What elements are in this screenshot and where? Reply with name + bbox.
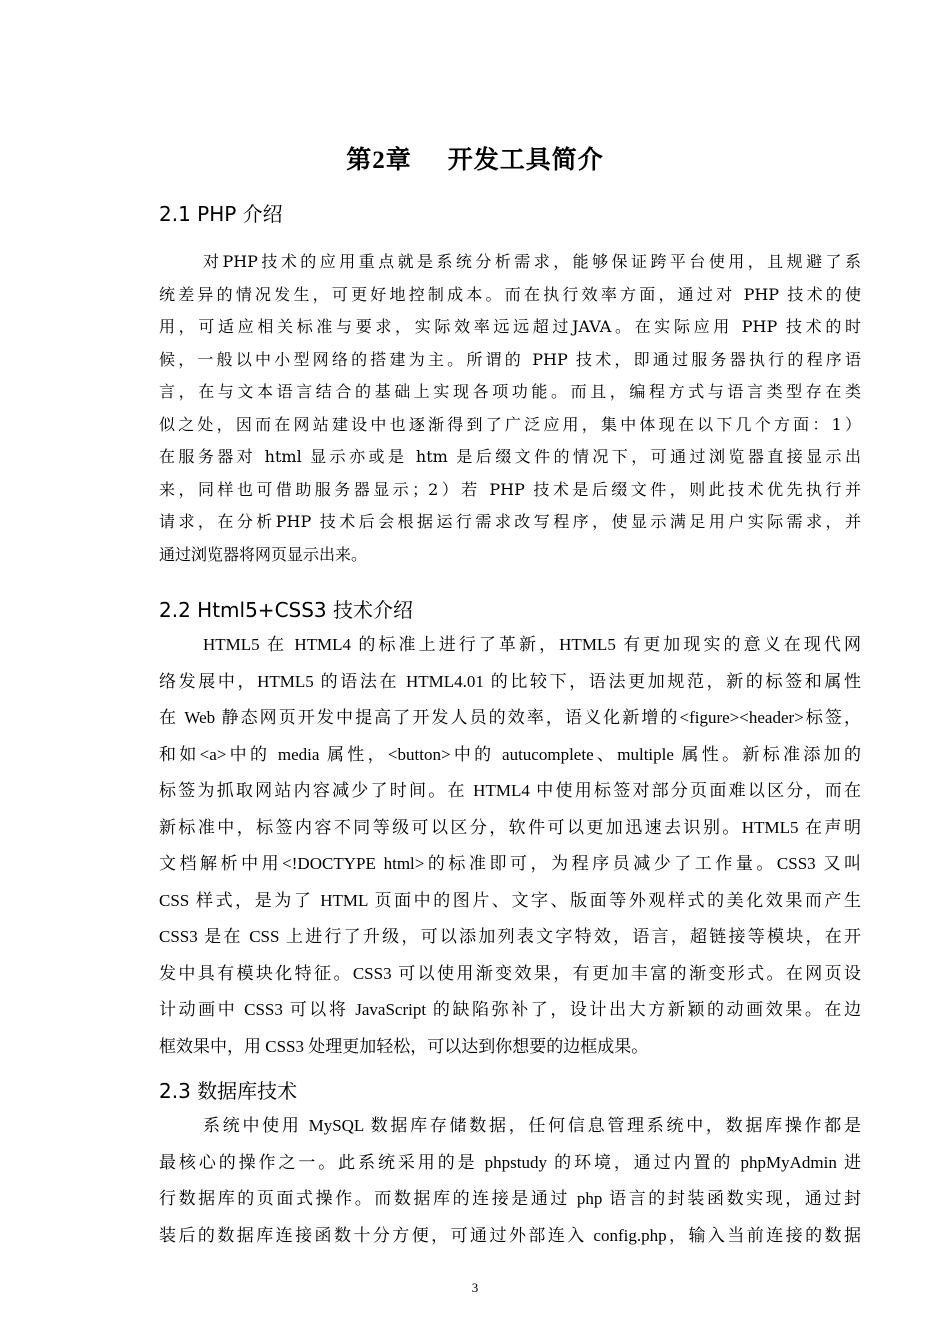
text-line: 请求，在分析PHP 技术后会根据运行需求改写程序，使显示满足用户实际需求，并 (159, 512, 861, 531)
text-line: 行数据库的页面式操作。而数据库的连接是通过 php 语言的封装函数实现，通过封 (159, 1189, 861, 1208)
section-heading-2-3: 2.3 数据库技术 (159, 1079, 298, 1103)
chapter-title (0, 140, 950, 176)
text-line: 络发展中，HTML5 的语法在 HTML4.01 的比较下，语法更加规范，新的标签和属性 (159, 671, 861, 691)
section-body-2-1 (159, 246, 861, 571)
text-line: 统差异的情况发生，可更好地控制成本。而在执行效率方面，通过对 PHP 技术的使 (159, 284, 861, 304)
text-line: 来，同样也可借助服务器显示；2）若 PHP 技术是后缀文件，则此技术优先执行并 (159, 479, 861, 499)
text-line: 对PHP技术的应用重点就是系统分析需求，能够保证跨平台使用，且规避了系 (203, 252, 861, 271)
text-line: HTML5 在 HTML4 的标准上进行了革新，HTML5 有更加现实的意义在现代网 (203, 635, 861, 654)
text-line: 文档解析中用<!DOCTYPE html>的标准即可，为程序员减少了工作量。CSS3 又叫 (159, 854, 861, 873)
text-line: 言，在与文本语言结合的基础上实现各项功能。而且，编程方式与语言类型存在类 (159, 382, 861, 401)
text-line: 通过浏览器将网页显示出来。 (159, 544, 368, 564)
text-line: 发中具有模块化特征。CSS3 可以使用渐变效果，有更加丰富的渐变形式。在网页设 (159, 963, 861, 983)
text-line: 新标准中，标签内容不同等级可以区分，软件可以更加迅速去识别。HTML5 在声明 (159, 817, 861, 837)
text-line: 标签为抓取网站内容减少了时间。在 HTML4 中使用标签对部分页面难以区分，而在 (159, 781, 861, 800)
text-line: 似之处，因而在网站建设中也逐渐得到了广泛应用，集中体现在以下几个方面：1） (159, 414, 861, 434)
section-body-2-2 (159, 627, 861, 1065)
chapter-name: 开发工具简介 (447, 147, 604, 174)
section-heading-2-1: 2.1 PHP 介绍 (159, 202, 283, 226)
text-line: 用，可适应相关标准与要求，实际效率远远超过JAVA。在实际应用 PHP 技术的时 (159, 317, 861, 336)
text-line: 装后的数据库连接函数十分方便，可通过外部连入 config.php，输入当前连接的数据 (159, 1225, 861, 1245)
text-line: 系统中使用 MySQL 数据库存储数据，任何信息管理系统中，数据库操作都是 (203, 1116, 861, 1135)
text-line: 在服务器对 html 显示亦或是 htm 是后缀文件的情况下，可通过浏览器直接显示出 (159, 447, 861, 466)
text-line: 计动画中 CSS3 可以将 JavaScript 的缺陷弥补了，设计出大方新颖的动画效果。在边 (159, 1000, 861, 1019)
text-line: 在 Web 静态网页开发中提高了开发人员的效率，语义化新增的<figure><header>标签， (159, 708, 861, 727)
text-line: 和如<a>中的 media 属性，<button>中的 autucomplete、multiple 属性。新标准添加的 (159, 744, 861, 764)
section-body-2-3 (159, 1108, 861, 1254)
text-line: CSS3 是在 CSS 上进行了升级，可以添加列表文字特效，语言，超链接等模块，在开 (159, 927, 861, 946)
page-number: 3 (471, 1280, 479, 1295)
section-heading-2-2: 2.2 Html5+CSS3 技术介绍 (159, 598, 414, 622)
text-line: 最核心的操作之一。此系统采用的是 phpstudy 的环境，通过内置的 phpMyAdmin 进 (159, 1152, 861, 1172)
text-line: 框效果中，用 CSS3 处理更加轻松，可以达到你想要的边框成果。 (159, 1036, 649, 1056)
chapter-number: 第2章 (346, 147, 412, 174)
text-line: 候，一般以中小型网络的搭建为主。所谓的 PHP 技术，即通过服务器执行的程序语 (159, 349, 861, 369)
text-line: CSS 样式，是为了 HTML 页面中的图片、文字、版面等外观样式的美化效果而产生 (159, 890, 861, 910)
